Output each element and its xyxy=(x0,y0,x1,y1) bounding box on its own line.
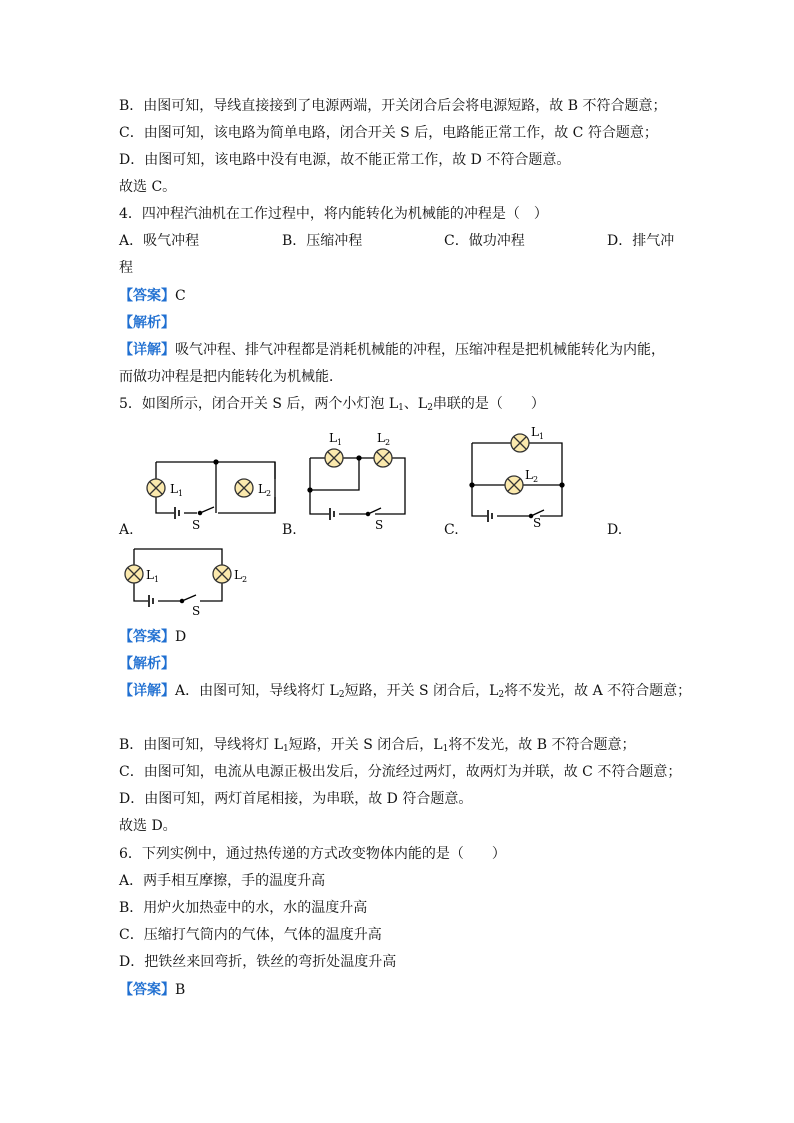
q5-detail-b-part-3: 将不发光，故 B 不符合题意； xyxy=(448,737,636,753)
q5-detail-line-a xyxy=(119,681,691,705)
q5-stem-sep: 、L xyxy=(403,396,428,412)
q6-stem: 6．下列实例中，通过热传递的方式改变物体内能的是（ ） xyxy=(119,846,506,862)
diagram-c-lamp-2-label: $L_2$ xyxy=(525,468,539,484)
q6-answer: B xyxy=(175,982,186,998)
q5-detail-line-d: D．由图可知，两灯首尾相接，为串联，故 D 符合题意。 xyxy=(119,791,473,807)
diagram-d-lamp-1-label: $L_1$ xyxy=(146,568,160,584)
q4-detail-text-1: 吸气冲程、排气冲程都是消耗机械能的冲程，压缩冲程是把机械能转化为内能， xyxy=(175,342,665,358)
answer-tag: 【答案】 xyxy=(119,288,175,304)
q5-stem-sub-2: 2 xyxy=(427,403,433,413)
diagram-c-switch-label: S xyxy=(533,516,542,530)
answer-tag: 【答案】 xyxy=(119,629,175,645)
diagram-c-lamp-1-label: $L_1$ xyxy=(531,425,545,441)
q4-option-d: D．排气冲 xyxy=(607,233,675,249)
q4-option-c: C．做功冲程 xyxy=(444,233,525,249)
q4-option-b: B．压缩冲程 xyxy=(282,233,363,249)
q5-detail-line-b xyxy=(119,735,636,759)
diagram-d-lamp-2-label: $L_2$ xyxy=(234,568,248,584)
q5-detail-b-part-2: 短路，开关 S 闭合后，L xyxy=(288,737,443,753)
q4-detail-line-1 xyxy=(119,340,665,360)
q5-analysis-line xyxy=(119,654,175,674)
q4-answer: C xyxy=(175,288,186,304)
q6-option-d: D．把铁丝来回弯折，铁丝的弯折处温度升高 xyxy=(119,954,397,970)
q3-choice: 故选 C。 xyxy=(119,179,177,195)
q5-detail-b-sub-2: 1 xyxy=(442,744,449,754)
q5-option-d: D. xyxy=(607,522,623,538)
q5-answer-line xyxy=(119,627,186,647)
q3-option-c-explanation: C．由图可知，该电路为简单电路，闭合开关 S 后，电路能正常工作，故 C 符合题意； xyxy=(119,125,658,141)
q6-answer-line xyxy=(119,980,185,1000)
diagram-b-lamp-2-label: $L_2$ xyxy=(377,431,391,447)
circuit-diagram-b xyxy=(305,428,415,532)
circuit-diagram-c xyxy=(465,425,580,530)
q5-stem-post: 串联的是（ ） xyxy=(432,396,545,412)
q5-stem xyxy=(119,394,545,418)
q4-answer-line xyxy=(119,286,186,306)
circuit-diagram-a xyxy=(140,455,275,532)
q6-option-a: A．两手相互摩擦，手的温度升高 xyxy=(119,873,326,889)
q4-detail-line-2: 而做功冲程是把内能转化为机械能． xyxy=(119,369,343,385)
q4-stem: 4．四冲程汽油机在工作过程中，将内能转化为机械能的冲程是（ ） xyxy=(119,206,548,222)
q5-option-c: C. xyxy=(444,522,459,538)
detail-tag: 【详解】 xyxy=(119,342,175,358)
analysis-tag: 【解析】 xyxy=(119,656,175,672)
diagram-a-lamp-1-label: $L_1$ xyxy=(170,482,184,498)
diagram-d-switch-label: S xyxy=(192,604,201,618)
diagram-b-lamp-1-label: $L_1$ xyxy=(329,431,343,447)
q5-detail-line-c: C．由图可知，电流从电源正极出发后，分流经过两灯，故两灯为并联，故 C 不符合题意； xyxy=(119,764,682,780)
q6-option-c: C．压缩打气筒内的气体，气体的温度升高 xyxy=(119,927,382,943)
analysis-tag: 【解析】 xyxy=(119,315,175,331)
q5-stem-sub-1: 1 xyxy=(398,403,404,413)
q4-analysis-line xyxy=(119,313,175,333)
q5-detail-a-sub-1: 2 xyxy=(338,690,345,700)
q5-option-b: B. xyxy=(282,522,297,538)
answer-tag: 【答案】 xyxy=(119,982,175,998)
q5-detail-a-part-1: A．由图可知，导线将灯 L xyxy=(175,683,339,699)
q5-answer: D xyxy=(175,629,187,645)
q5-detail-b-part-1: B．由图可知，导线将灯 L xyxy=(119,737,284,753)
q4-option-a: A．吸气冲程 xyxy=(119,233,200,249)
diagram-a-lamp-2-label: $L_2$ xyxy=(258,482,272,498)
diagram-a-switch-label: S xyxy=(192,518,201,532)
q5-detail-b-sub-1: 1 xyxy=(283,744,289,754)
circuit-diagram-d xyxy=(120,545,250,618)
q3-option-d-explanation: D．由图可知，该电路中没有电源，故不能正常工作，故 D 不符合题意。 xyxy=(119,152,571,168)
detail-tag: 【详解】 xyxy=(119,683,175,699)
diagram-b-switch-label: S xyxy=(375,518,384,532)
q6-option-b: B．用炉火加热壶中的水，水的温度升高 xyxy=(119,900,368,916)
q5-detail-a-sub-2: 2 xyxy=(498,690,505,700)
q4-option-d-continued: 程 xyxy=(119,260,133,276)
q3-option-b-explanation: B．由图可知，导线直接接到了电源两端，开关闭合后会将电源短路，故 B 不符合题意； xyxy=(119,98,667,114)
q5-detail-a-part-3: 将不发光，故 A 不符合题意； xyxy=(504,683,692,699)
q5-stem-pre: 5．如图所示，闭合开关 S 后，两个小灯泡 L xyxy=(119,396,399,412)
q5-choice: 故选 D。 xyxy=(119,818,177,834)
q5-detail-a-part-2: 短路，开关 S 闭合后，L xyxy=(344,683,499,699)
q5-option-a: A. xyxy=(119,522,134,538)
